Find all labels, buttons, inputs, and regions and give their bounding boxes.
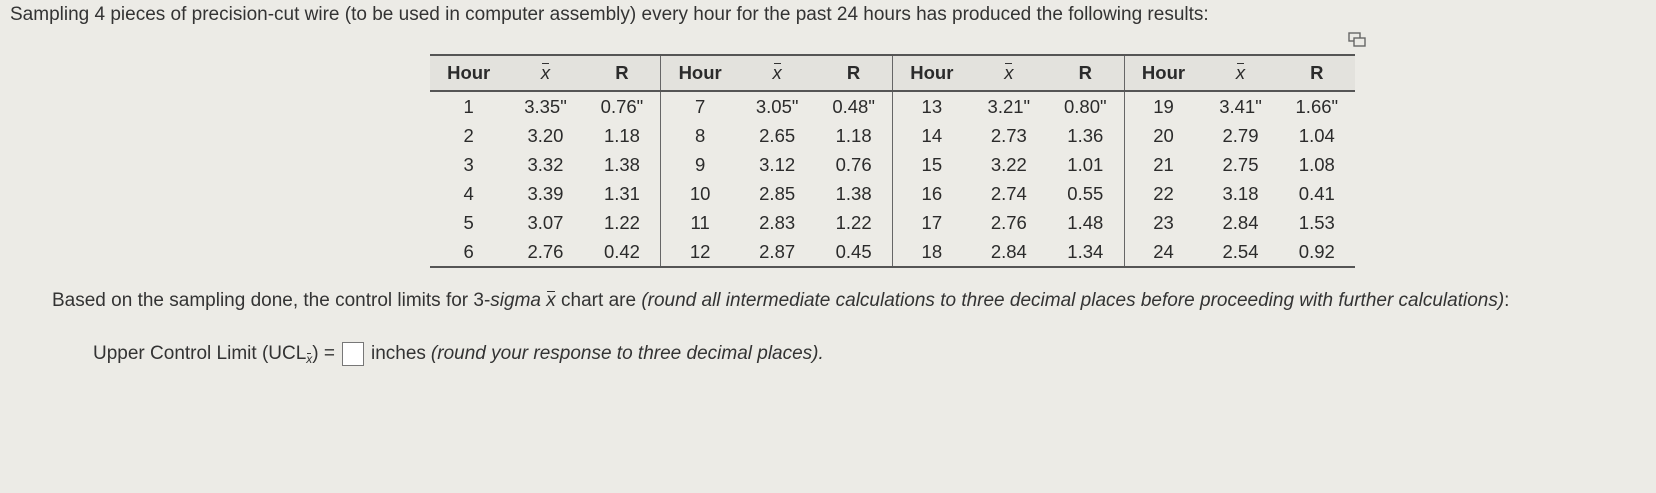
question-text-middle: chart are bbox=[555, 290, 642, 311]
table-cell: 2.85 bbox=[759, 182, 796, 204]
table-cell: 11 bbox=[661, 208, 739, 237]
table-cell: 3.22 bbox=[990, 153, 1027, 175]
table-cell: 1.04 bbox=[1298, 124, 1335, 146]
table-cell: 3.32 bbox=[527, 153, 564, 175]
question-text-start: Based on the sampling done, the control limits for 3- bbox=[52, 290, 491, 311]
column-header-label: x bbox=[1004, 62, 1014, 83]
table-cell: 7 bbox=[661, 91, 739, 121]
table-cell: 1 bbox=[463, 95, 474, 117]
table-body bbox=[430, 91, 1355, 267]
question-sigma-word: sigma bbox=[490, 290, 541, 311]
table-cell: 3 bbox=[463, 153, 474, 175]
table-cell: 0.45 bbox=[815, 237, 892, 267]
table-cell: 3.39 bbox=[527, 182, 564, 204]
table-cell: 2.84 bbox=[971, 237, 1047, 267]
table-cell: 15 bbox=[892, 150, 970, 179]
table-cell: 2.65 bbox=[759, 124, 796, 146]
table-cell: 2.84 bbox=[1222, 211, 1259, 233]
table-cell: 2.79 bbox=[1222, 124, 1259, 146]
table-cell: 16 bbox=[892, 179, 970, 208]
ucl-answer-input[interactable] bbox=[342, 342, 364, 366]
table-cell: 1.08 bbox=[1298, 153, 1335, 175]
table-cell: 22 bbox=[1124, 179, 1202, 208]
table-cell: 3.35" bbox=[524, 95, 567, 117]
table-cell: 14 bbox=[892, 121, 970, 150]
table-cell: 3.12 bbox=[759, 153, 796, 175]
ucl-unit: inches bbox=[371, 343, 426, 364]
table-cell: 24 bbox=[1124, 237, 1202, 267]
column-header-label: R bbox=[615, 62, 629, 83]
column-header-range bbox=[815, 55, 892, 91]
table-cell: 0.48" bbox=[832, 95, 875, 117]
table-cell: 0.76" bbox=[600, 95, 644, 117]
column-header-label: Hour bbox=[910, 62, 954, 83]
table-cell: 4 bbox=[463, 182, 474, 204]
column-header-label: R bbox=[846, 62, 861, 83]
table-cell: 10 bbox=[661, 179, 739, 208]
column-header-hour bbox=[661, 55, 739, 91]
table-cell: 3.18 bbox=[1222, 182, 1259, 204]
column-header-label: Hour bbox=[447, 62, 491, 83]
table-cell: 3.21" bbox=[987, 95, 1031, 117]
column-header-label: x bbox=[772, 62, 782, 83]
table-cell: 23 bbox=[1124, 208, 1202, 237]
table-cell: 0.76 bbox=[835, 153, 872, 175]
table-cell: 9 bbox=[661, 150, 739, 179]
table-header-row bbox=[430, 55, 1355, 91]
table-cell: 1.53 bbox=[1298, 211, 1335, 233]
table-cell: 2.75 bbox=[1222, 153, 1259, 175]
table-cell: 3.20 bbox=[527, 124, 564, 146]
table-row bbox=[430, 208, 1355, 237]
column-header-label: Hour bbox=[1141, 62, 1186, 83]
table-cell: 2.76 bbox=[507, 237, 583, 267]
table-row bbox=[430, 237, 1355, 267]
column-header-label: x bbox=[1235, 62, 1246, 83]
table-cell: 1.22 bbox=[603, 211, 640, 233]
table-cell: 2.87 bbox=[739, 237, 815, 267]
ucl-label-suffix: ) = bbox=[312, 343, 335, 364]
column-header-label: R bbox=[1078, 62, 1092, 83]
table-cell: 1.38 bbox=[603, 153, 640, 175]
problem-intro-text: Sampling 4 pieces of precision-cut wire (to be used in computer assembly) every hour for the past 24 hours has produced the following results: bbox=[10, 4, 1209, 25]
table-cell: 2.83 bbox=[759, 211, 796, 233]
column-header-xbar bbox=[507, 55, 583, 91]
table-cell: 2.76 bbox=[990, 211, 1027, 233]
table-cell: 2.74 bbox=[990, 182, 1027, 204]
table-row bbox=[430, 150, 1355, 179]
column-header-range bbox=[584, 55, 661, 91]
table-row bbox=[430, 121, 1355, 150]
column-header-range bbox=[1047, 55, 1124, 91]
table-cell: 2 bbox=[463, 124, 474, 146]
table-cell: 19 bbox=[1124, 91, 1202, 121]
column-header-label: R bbox=[1310, 62, 1324, 83]
table-cell: 6 bbox=[430, 237, 507, 267]
ucl-subscript: x bbox=[306, 352, 313, 366]
table-cell: 1.18 bbox=[835, 124, 872, 146]
column-header-hour bbox=[430, 55, 507, 91]
data-table-container bbox=[430, 54, 1355, 268]
column-header-hour bbox=[892, 55, 970, 91]
column-header-range bbox=[1279, 55, 1355, 91]
column-header-hour bbox=[1124, 55, 1202, 91]
table-cell: 5 bbox=[463, 211, 474, 233]
table-cell: 0.42 bbox=[584, 237, 661, 267]
table-cell: 12 bbox=[661, 237, 739, 267]
table-row bbox=[430, 179, 1355, 208]
column-header-xbar bbox=[971, 55, 1047, 91]
question-text-end: : bbox=[1504, 290, 1510, 311]
table-cell: 1.38 bbox=[835, 182, 872, 204]
column-header-xbar bbox=[739, 55, 815, 91]
table-cell: 1.18 bbox=[603, 124, 640, 146]
table-cell: 1.22 bbox=[835, 211, 872, 233]
control-limits-question bbox=[52, 290, 1509, 312]
table-cell: 2.54 bbox=[1202, 237, 1278, 267]
column-header-label: x bbox=[540, 62, 551, 83]
table-cell: 1.48 bbox=[1067, 211, 1104, 233]
table-cell: 0.55 bbox=[1067, 182, 1104, 204]
ucl-answer-row bbox=[93, 342, 824, 366]
table-cell: 8 bbox=[661, 121, 739, 150]
table-cell: 0.41 bbox=[1298, 182, 1335, 204]
table-row bbox=[430, 91, 1355, 121]
table-cell: 2.73 bbox=[990, 124, 1027, 146]
x-bar-symbol: x bbox=[546, 290, 556, 311]
table-cell: 20 bbox=[1124, 121, 1202, 150]
copy-data-icon[interactable] bbox=[1348, 32, 1366, 48]
question-rounding-note: (round all intermediate calculations to three decimal places before proceeding with further calculations) bbox=[641, 290, 1505, 311]
table-cell: 3.41" bbox=[1219, 95, 1262, 117]
table-cell: 1.36 bbox=[1067, 124, 1104, 146]
ucl-rounding-hint: (round your response to three decimal places). bbox=[430, 343, 824, 364]
table-cell: 1.34 bbox=[1047, 237, 1124, 267]
table-cell: 18 bbox=[892, 237, 970, 267]
sample-data-table bbox=[430, 54, 1355, 268]
table-cell: 3.05" bbox=[755, 95, 799, 117]
table-cell: 1.01 bbox=[1067, 153, 1104, 175]
table-cell: 1.31 bbox=[603, 182, 640, 204]
table-cell: 3.07 bbox=[527, 211, 564, 233]
table-cell: 0.80" bbox=[1064, 95, 1107, 117]
table-cell: 17 bbox=[892, 208, 970, 237]
table-cell: 21 bbox=[1124, 150, 1202, 179]
table-cell: 13 bbox=[892, 91, 970, 121]
column-header-xbar bbox=[1202, 55, 1278, 91]
table-cell: 1.66" bbox=[1295, 95, 1339, 117]
ucl-label-prefix: Upper Control Limit (UCL bbox=[93, 343, 307, 364]
column-header-label: Hour bbox=[678, 62, 722, 83]
table-cell: 0.92 bbox=[1279, 237, 1355, 267]
